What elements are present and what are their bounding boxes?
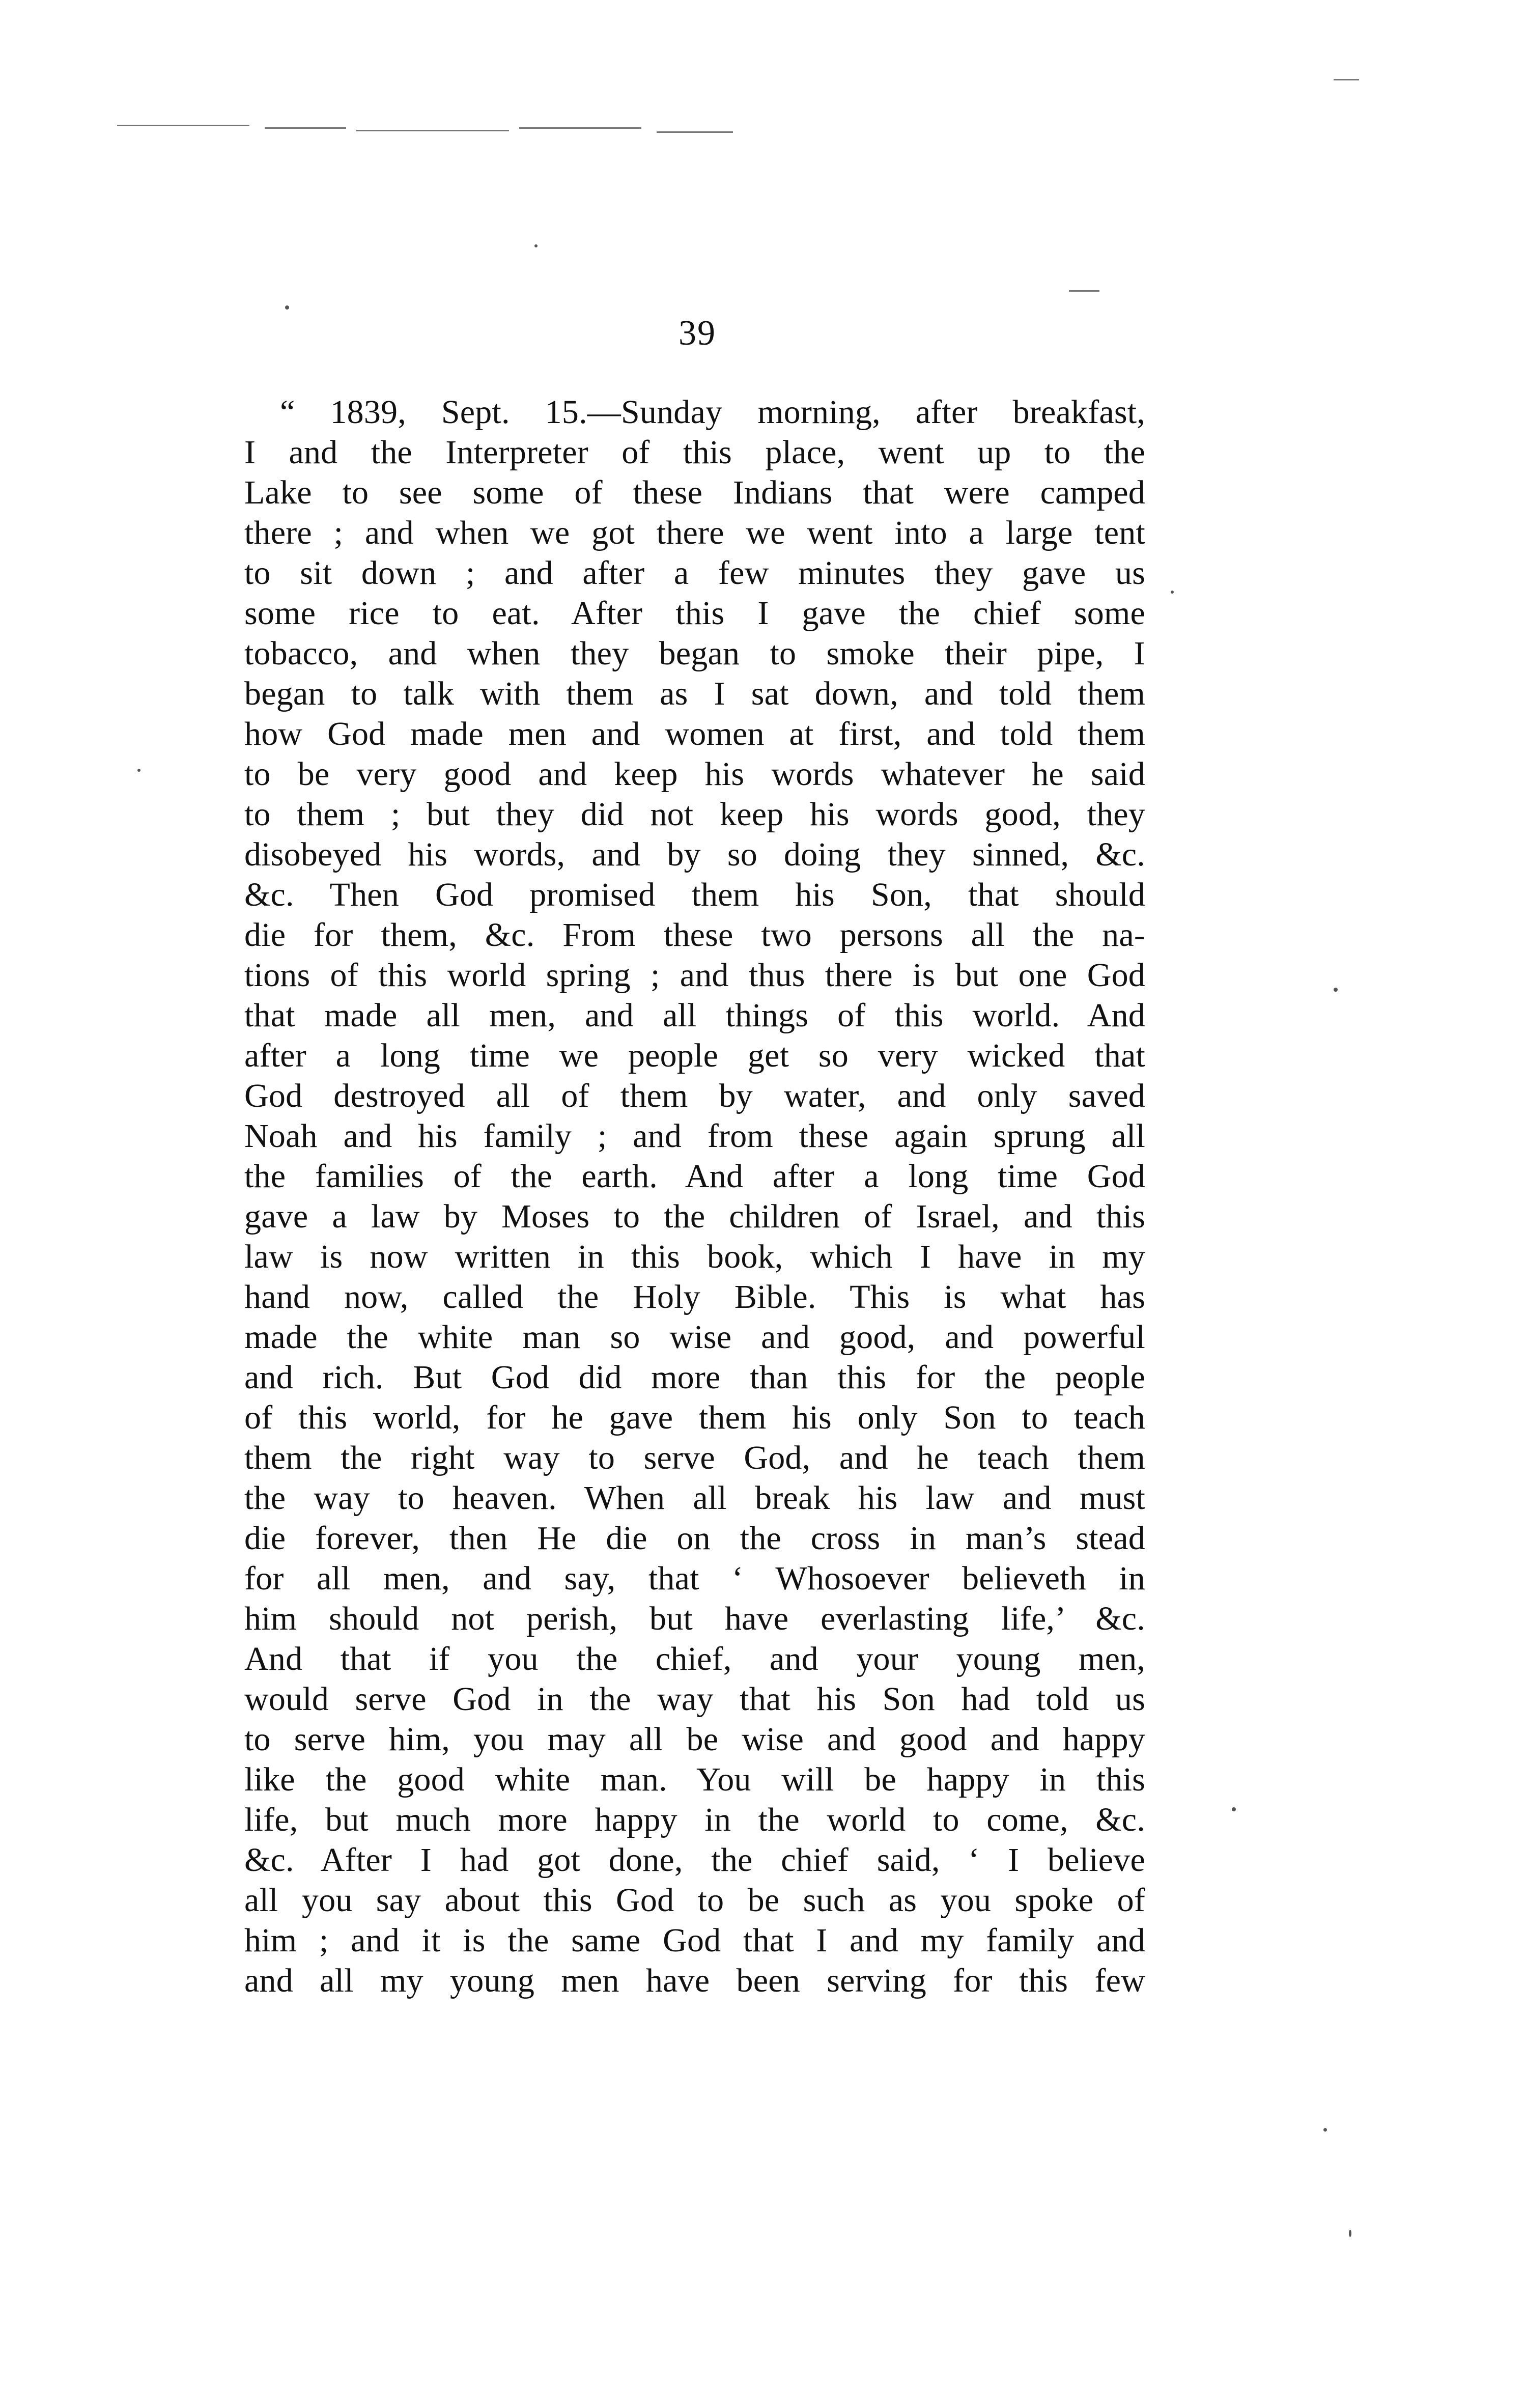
text-line: like the good white man. You will be happy in this xyxy=(244,1761,1145,1798)
text-line: And that if you the chief, and your young men, xyxy=(244,1640,1145,1677)
text-line: and all my young men have been serving for this few xyxy=(244,1962,1145,1999)
text-line: to be very good and keep his words whatever he said xyxy=(244,755,1145,793)
page-number: 39 xyxy=(679,314,716,353)
text-line: tions of this world spring ; and thus there is but one God xyxy=(244,957,1145,994)
text-line: &c. Then God promised them his Son, that should xyxy=(244,876,1145,913)
text-line: and rich. But God did more than this for the people xyxy=(244,1359,1145,1396)
text-line: of this world, for he gave them his only Son to teach xyxy=(244,1399,1145,1436)
scan-speck xyxy=(1349,2230,1351,2237)
text-line: gave a law by Moses to the children of Israel, and this xyxy=(244,1198,1145,1235)
text-line: I and the Interpreter of this place, went up to the xyxy=(244,434,1145,471)
text-line: made the white man so wise and good, and powerful xyxy=(244,1319,1145,1356)
scan-noise xyxy=(519,127,641,129)
text-line: all you say about this God to be such as you spoke of xyxy=(244,1882,1145,1919)
scan-speck xyxy=(534,244,538,247)
scan-noise xyxy=(1334,79,1359,80)
scan-noise xyxy=(657,131,733,133)
text-line: life, but much more happy in the world to come, &c. xyxy=(244,1801,1145,1838)
text-line: to them ; but they did not keep his words good, they xyxy=(244,796,1145,833)
text-line: began to talk with them as I sat down, and told them xyxy=(244,675,1145,712)
scan-noise xyxy=(1069,290,1099,292)
scan-speck xyxy=(1323,2128,1327,2132)
text-line: him should not perish, but have everlasting life,’ &c. xyxy=(244,1600,1145,1637)
text-line: him ; and it is the same God that I and my family and xyxy=(244,1922,1145,1959)
text-line: after a long time we people get so very wicked that xyxy=(244,1037,1145,1074)
scan-speck xyxy=(285,305,289,310)
scan-noise xyxy=(265,127,346,129)
text-line: to serve him, you may all be wise and good and happy xyxy=(244,1721,1145,1758)
scan-noise xyxy=(117,125,249,126)
body-text xyxy=(244,392,1145,2001)
scan-speck xyxy=(1232,1807,1236,1811)
text-line: there ; and when we got there we went into a large tent xyxy=(244,514,1145,551)
scan-noise xyxy=(356,130,509,131)
text-line: would serve God in the way that his Son had told us xyxy=(244,1681,1145,1718)
text-line: for all men, and say, that ‘ Whosoever believeth in xyxy=(244,1560,1145,1597)
text-line: “ 1839, Sept. 15.—Sunday morning, after breakfast, xyxy=(280,394,1145,431)
text-line: disobeyed his words, and by so doing they sinned, &c. xyxy=(244,836,1145,873)
text-line: them the right way to serve God, and he teach them xyxy=(244,1439,1145,1476)
text-line: the way to heaven. When all break his law and must xyxy=(244,1479,1145,1517)
text-line: some rice to eat. After this I gave the chief some xyxy=(244,595,1145,632)
text-line: law is now written in this book, which I have in my xyxy=(244,1238,1145,1275)
text-line: hand now, called the Holy Bible. This is what has xyxy=(244,1278,1145,1315)
text-line: the families of the earth. And after a long time God xyxy=(244,1158,1145,1195)
text-line: God destroyed all of them by water, and only saved xyxy=(244,1077,1145,1114)
text-line: die for them, &c. From these two persons all the na- xyxy=(244,916,1145,954)
text-line: &c. After I had got done, the chief said, ‘ I believe xyxy=(244,1841,1145,1879)
text-line: Noah and his family ; and from these again sprung all xyxy=(244,1117,1145,1155)
scan-speck xyxy=(1171,591,1174,594)
text-line: how God made men and women at first, and told them xyxy=(244,715,1145,752)
text-line: that made all men, and all things of this world. And xyxy=(244,997,1145,1034)
text-line: tobacco, and when they began to smoke their pipe, I xyxy=(244,635,1145,672)
scan-speck xyxy=(1334,988,1338,992)
text-line: to sit down ; and after a few minutes they gave us xyxy=(244,554,1145,592)
scan-speck xyxy=(137,769,140,772)
text-line: Lake to see some of these Indians that were camped xyxy=(244,474,1145,511)
text-line: die forever, then He die on the cross in man’s stead xyxy=(244,1520,1145,1557)
